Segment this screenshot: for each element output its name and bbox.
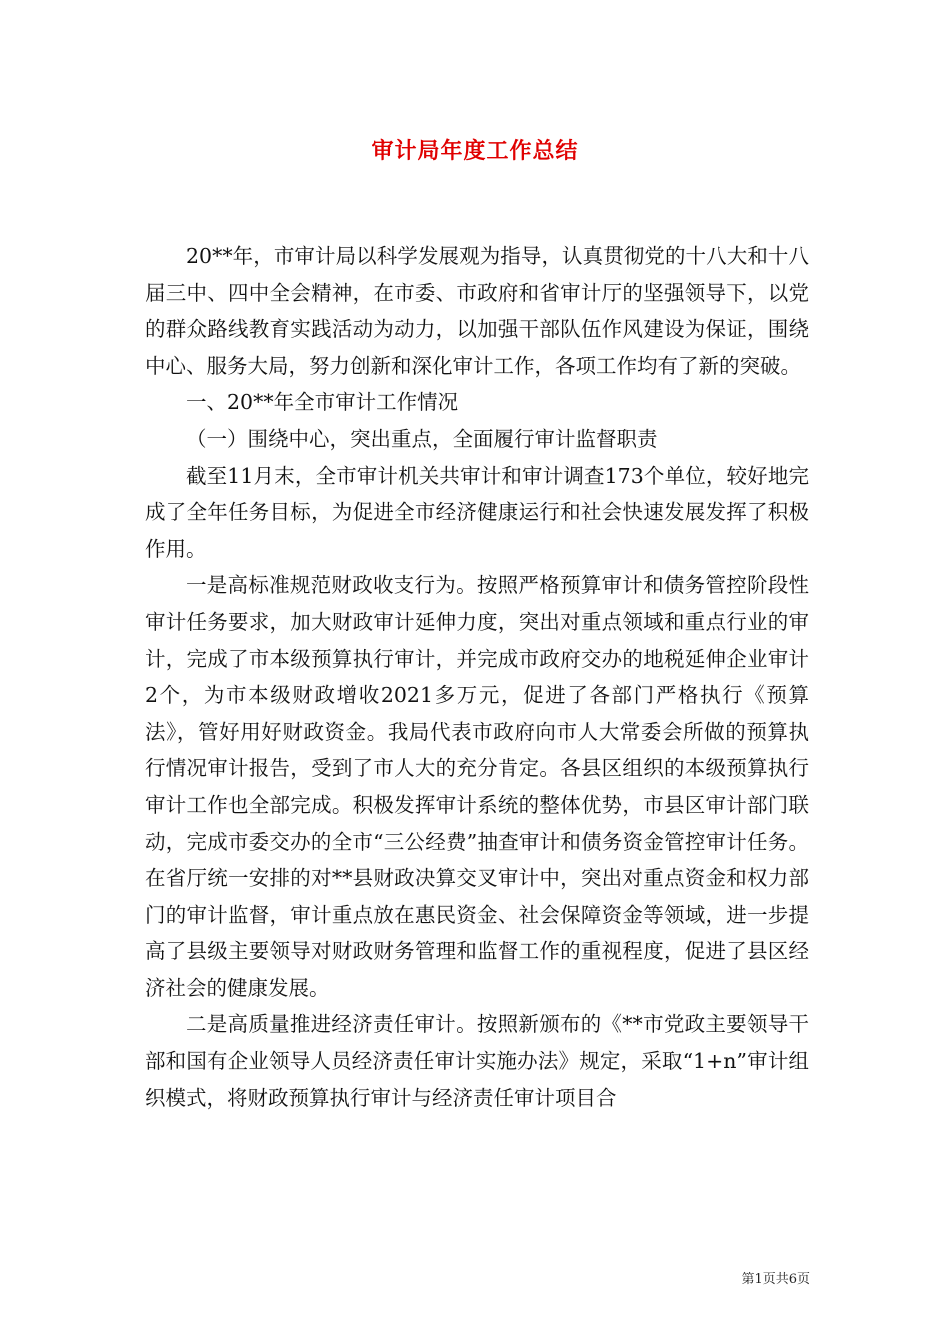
section-heading: 一、20**年全市审计工作情况: [186, 390, 459, 415]
document-body: [145, 238, 809, 1116]
paragraph-point-two: 二是高质量推进经济责任审计。按照新颁布的《**市党政主要领导干部和国有企业领导人员经济责任审计实施办法》规定，采取“1+n”审计组织模式，将财政预算执行审计与经济责任审计项目合: [145, 1012, 809, 1110]
paragraph-intro: 20**年，市审计局以科学发展观为指导，认真贯彻党的十八大和十八届三中、四中全会精神，在市委、市政府和省审计厅的坚强领导下，以党的群众路线教育实践活动为动力，以加强干部队伍作风建设为保证，围绕中心、服务大局，努力创新和深化审计工作，各项工作均有了新的突破。: [145, 244, 809, 378]
paragraph-summary: 截至11月末，全市审计机关共审计和审计调查173个单位，较好地完成了全年任务目标，为促进全市经济健康运行和社会快速发展发挥了积极作用。: [145, 463, 809, 561]
document-title: 审计局年度工作总结: [371, 139, 579, 164]
subsection-heading: （一）围绕中心，突出重点，全面履行审计监督职责: [186, 426, 658, 451]
page-number: 第1页共6页: [741, 1272, 810, 1287]
paragraph-point-one: 一是高标准规范财政收支行为。按照严格预算审计和债务管控阶段性审计任务要求，加大财政审计延伸力度，突出对重点领域和重点行业的审计，完成了市本级预算执行审计，并完成市政府交办的地税延伸企业审计2个，为市本级财政增收2021多万元，促进了各部门严格执行《预算法》，管好用好财政资金。我局代表市政府向市人大常委会所做的预算执行情况审计报告，受到了市人大的充分肯定。各县区组织的本级预算执行审计工作也全部完成。积极发挥审计系统的整体优势，市县区审计部门联动，完成市委交办的全市“三公经费”抽查审计和债务资金管控审计任务。在省厅统一安排的对**县财政决算交叉审计中，突出对重点资金和权力部门的审计监督，审计重点放在惠民资金、社会保障资金等领域，进一步提高了县级主要领导对财政财务管理和监督工作的重视程度，促进了县区经济社会的健康发展。: [145, 573, 809, 1000]
